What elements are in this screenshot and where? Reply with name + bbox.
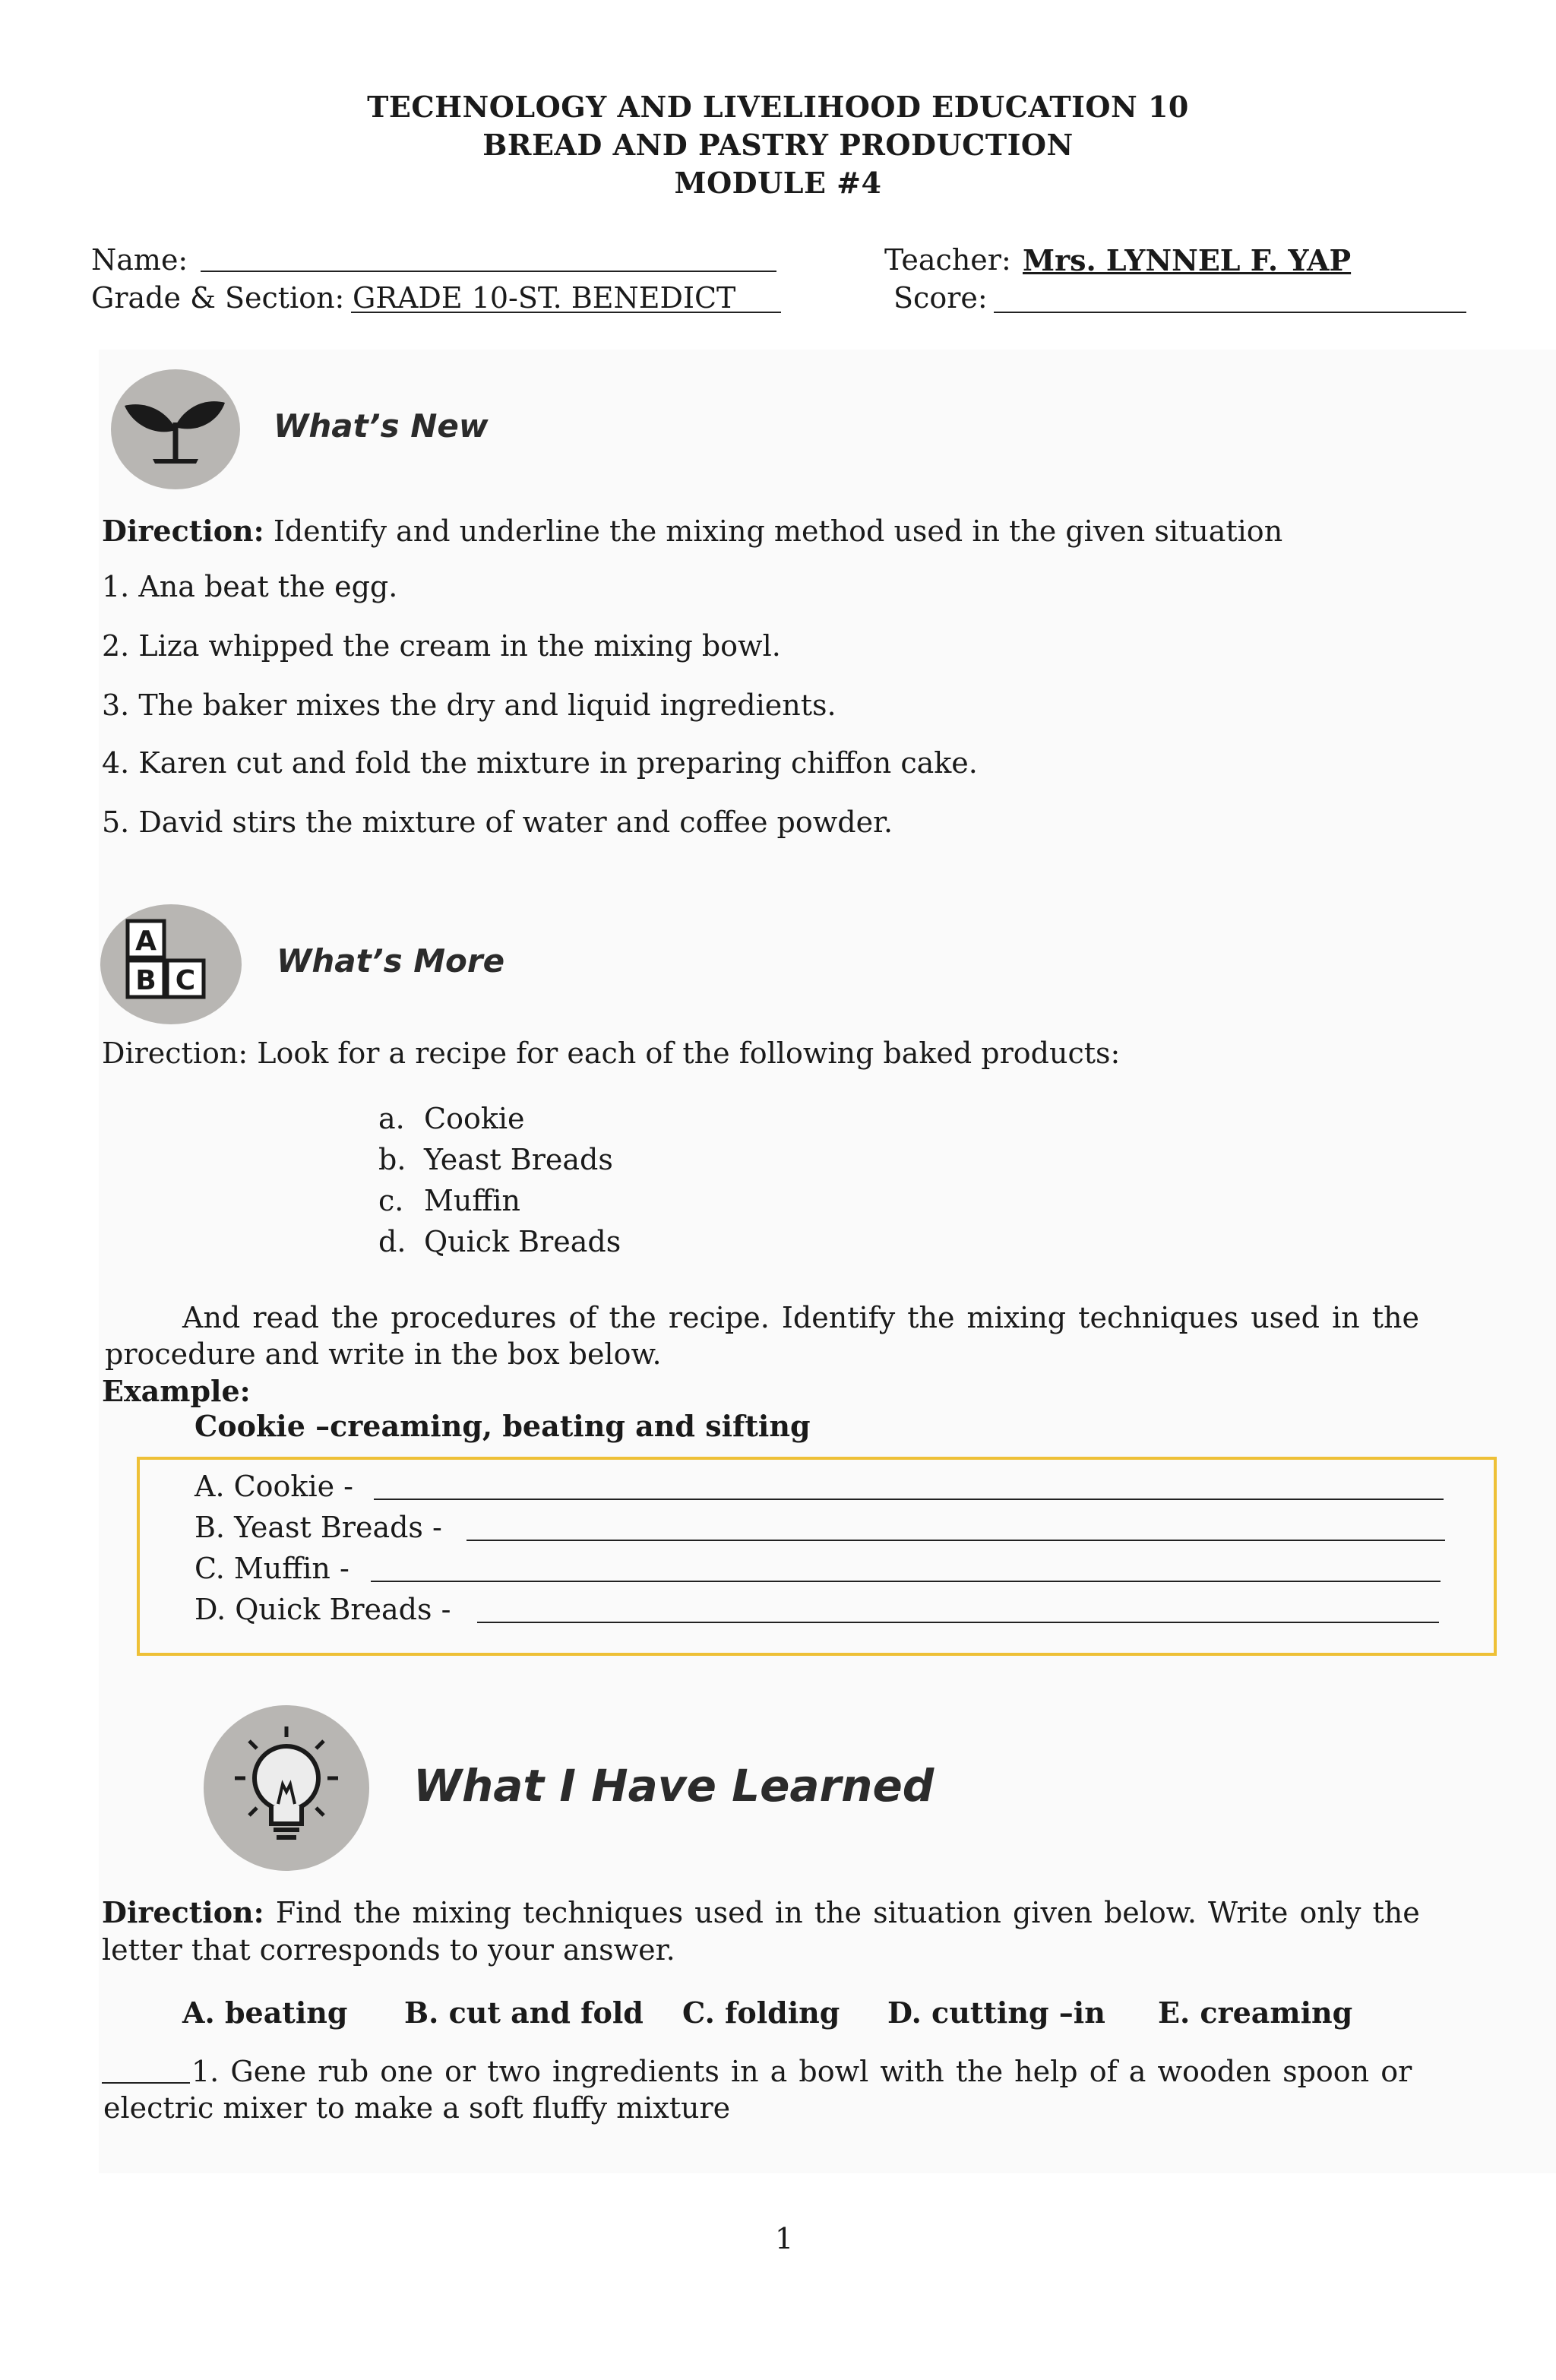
- list-item: 2. Liza whipped the cream in the mixing bowl.: [102, 629, 781, 663]
- option-c: C. folding: [682, 1995, 840, 2030]
- list-marker: a.: [378, 1102, 405, 1135]
- whats-new-direction: [102, 514, 1282, 548]
- answer-field-yeast-breads[interactable]: [466, 1540, 1445, 1541]
- list-marker: b.: [378, 1143, 406, 1176]
- answer-field-cookie[interactable]: [374, 1499, 1444, 1500]
- page-number: 1: [775, 2222, 794, 2255]
- option-a: A. beating: [182, 1995, 348, 2030]
- list-item: 3. The baker mixes the dry and liquid ingredients.: [102, 688, 837, 722]
- score-label: Score:: [893, 281, 988, 315]
- block-letter-a: A: [135, 926, 157, 957]
- score-field[interactable]: [994, 312, 1466, 313]
- plant-sprout-icon: [111, 369, 240, 489]
- name-field[interactable]: [201, 271, 776, 272]
- learned-icon-circle: [204, 1705, 369, 1871]
- question-1-line-1: 1. Gene rub one or two ingredients in a bowl with the help of a wooden spoon or: [191, 2055, 1412, 2088]
- learned-direction-line-2: letter that corresponds to your answer.: [102, 1933, 675, 1967]
- name-label: Name:: [91, 243, 188, 277]
- list-item: 1. Ana beat the egg.: [102, 570, 398, 603]
- teacher-label: Teacher:: [884, 243, 1011, 277]
- whats-new-title: What’s New: [274, 407, 489, 445]
- option-b: B. cut and fold: [404, 1995, 644, 2030]
- light-bulb-icon: [204, 1705, 369, 1871]
- grade-underline: [351, 312, 781, 313]
- header-line-2: BREAD AND PASTRY PRODUCTION: [482, 128, 1074, 162]
- option-d: D. cutting –in: [887, 1995, 1105, 2030]
- instructions-line-1: And read the procedures of the recipe. Identify the mixing techniques used in the: [182, 1301, 1420, 1334]
- grade-value: GRADE 10-ST. BENEDICT: [353, 281, 736, 315]
- learned-title: What I Have Learned: [413, 1760, 935, 1812]
- list-item: 4. Karen cut and fold the mixture in preparing chiffon cake.: [102, 746, 978, 780]
- grade-label: Grade & Section:: [91, 281, 345, 315]
- answer-label-yeast-breads: B. Yeast Breads -: [194, 1511, 442, 1544]
- example-label: Example:: [102, 1374, 251, 1408]
- learned-direction-line-1: [102, 1895, 1420, 1929]
- teacher-value: Mrs. LYNNEL F. YAP: [1023, 243, 1352, 277]
- option-e: E. creaming: [1158, 1995, 1353, 2030]
- header-line-3: MODULE #4: [674, 166, 882, 200]
- answer-label-quick-breads: D. Quick Breads -: [194, 1593, 451, 1626]
- whats-more-title: What’s More: [277, 942, 505, 980]
- whats-more-icon-circle: [100, 904, 242, 1024]
- answer-label-cookie: A. Cookie -: [194, 1470, 354, 1503]
- abc-blocks-icon: [100, 904, 242, 1024]
- instructions-line-2: procedure and write in the box below.: [105, 1337, 662, 1371]
- answer-label-muffin: C. Muffin -: [194, 1552, 349, 1585]
- direction-text: Find the mixing techniques used in the situation given below. Write only the: [275, 1896, 1420, 1929]
- list-marker: c.: [378, 1184, 404, 1217]
- answer-field-quick-breads[interactable]: [477, 1622, 1439, 1623]
- question-1-line-2: electric mixer to make a soft fluffy mixture: [103, 2091, 731, 2125]
- answer-field-muffin[interactable]: [371, 1581, 1441, 1582]
- answer-blank-q1[interactable]: [102, 2082, 190, 2084]
- list-item: Yeast Breads: [424, 1143, 613, 1176]
- whats-new-icon-circle: [111, 369, 240, 489]
- list-item: Muffin: [424, 1184, 521, 1217]
- example-text: Cookie –creaming, beating and sifting: [194, 1409, 811, 1443]
- list-item: Cookie: [424, 1102, 525, 1135]
- list-item: 5. David stirs the mixture of water and coffee powder.: [102, 805, 893, 839]
- direction-text: Identify and underline the mixing method used in the given situation: [273, 514, 1283, 548]
- whats-more-direction: Direction: Look for a recipe for each of the following baked products:: [102, 1037, 1121, 1070]
- header-line-1: TECHNOLOGY AND LIVELIHOOD EDUCATION 10: [367, 90, 1189, 124]
- direction-label: Direction:: [102, 1895, 264, 1929]
- block-letter-c: C: [175, 965, 196, 996]
- direction-label: Direction:: [102, 514, 264, 548]
- list-item: Quick Breads: [424, 1225, 621, 1258]
- list-marker: d.: [378, 1225, 406, 1258]
- block-letter-b: B: [135, 965, 157, 996]
